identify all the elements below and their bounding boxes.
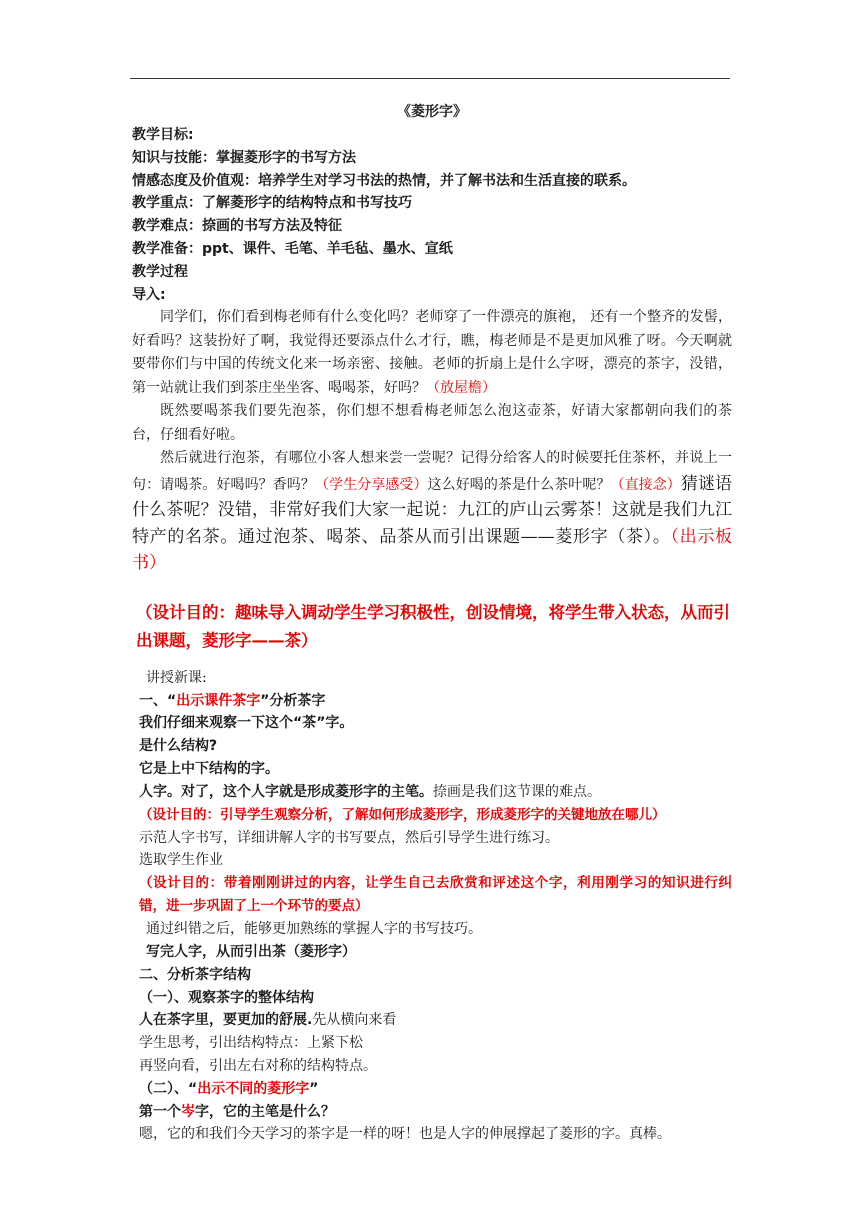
lesson-line-4-rest: 捺画是我们这节课的难点。 bbox=[433, 783, 601, 800]
design-purpose-3: （设计目的：带着刚刚讲过的内容，让学生自己去欣赏和评述这个字，利用刚学习的知识进行纠错，进一步巩固了上一个环节的要点） bbox=[139, 875, 732, 915]
lesson-line-4-bold: 人字。对了，这个人字就是形成菱形字的主笔。 bbox=[139, 783, 433, 800]
header-rule bbox=[130, 78, 730, 79]
lesson-line-9-rest: 先从横向来看 bbox=[312, 1012, 397, 1029]
difficulty: 教学难点：捺画的书写方法及特征 bbox=[132, 218, 342, 235]
design-purpose-1: （设计目的：趣味导入调动学生学习积极性，创设情境，将学生带入状态，从而引出课题，菱形字——茶） bbox=[136, 602, 730, 650]
lesson-line-4 bbox=[132, 781, 732, 804]
knowledge-goal: 知识与技能：掌握菱形字的书写方法 bbox=[132, 149, 356, 166]
intro-paragraph-1 bbox=[132, 306, 732, 400]
stage-note-3: （直接念） bbox=[610, 476, 681, 493]
section-1-prefix: 一、“ bbox=[139, 692, 177, 709]
lesson-line-2: 是什么结构? bbox=[139, 738, 218, 755]
preparation: 教学准备：ppt、课件、毛笔、羊毛毡、墨水、宣纸 bbox=[132, 240, 453, 257]
key-point: 教学重点：了解菱形字的结构特点和书写技巧 bbox=[132, 195, 412, 212]
stage-note-1: （放屋檐） bbox=[426, 379, 496, 396]
document-body bbox=[132, 100, 732, 1146]
lesson-line-12 bbox=[132, 1101, 732, 1124]
section-1-heading bbox=[132, 690, 732, 713]
intro-text-3b: 这么好喝的茶是什么茶叶呢？ bbox=[427, 476, 611, 493]
section-1-highlight: 出示课件茶字 bbox=[176, 692, 261, 709]
stage-note-4: （出示板书） bbox=[132, 526, 733, 574]
lesson-line-8: 写完人字，从而引出茶（菱形字） bbox=[146, 944, 356, 961]
intro-heading: 导入: bbox=[132, 286, 166, 303]
subsection-2-1-heading: （一）、观察茶字的整体结构 bbox=[139, 989, 314, 1006]
lesson-line-12-a: 第一个 bbox=[139, 1103, 181, 1120]
lesson-line-3: 它是上中下结构的字。 bbox=[139, 761, 279, 778]
page-title: 《菱形字》 bbox=[397, 104, 467, 120]
subsection-2-2-prefix: （二）、“ bbox=[139, 1080, 198, 1097]
subsection-2-2-heading bbox=[132, 1078, 732, 1101]
lesson-line-12-char: 岑 bbox=[181, 1103, 195, 1120]
lesson-line-10: 学生思考，引出结构特点：上紧下松 bbox=[139, 1035, 363, 1052]
section-1-suffix: ”分析茶字 bbox=[260, 692, 326, 709]
emotion-goal: 情感态度及价值观：培养学生对学习书法的热情，并了解书法和生活直接的联系。 bbox=[132, 172, 636, 189]
subsection-2-2-suffix: ” bbox=[309, 1080, 319, 1097]
lesson-line-6: 选取学生作业 bbox=[139, 852, 223, 869]
new-lesson-heading: 讲授新课: bbox=[146, 669, 207, 686]
stage-note-2: （学生分享感受） bbox=[314, 476, 428, 493]
lesson-line-7: 通过纠错之后，能够更加熟练的掌握人字的书写技巧。 bbox=[146, 921, 482, 938]
design-purpose-2: （设计目的：引导学生观察分析，了解如何形成菱形字，形成菱形字的关键地放在哪儿） bbox=[139, 806, 666, 823]
intro-text-1: 同学们，你们看到梅老师有什么变化吗？老师穿了一件漂亮的旗袍， 还有一个整齐的发髻，好看吗？这装扮好了啊，我觉得还要添点什么才行，瞧，梅老师是不是更加风雅了呀。今天啊就要带你们与中国的传统文化来一场亲密、接触。老师的折扇上是什么字呀，漂亮的茶字，没错，第一站就让我们到茶庄坐坐客、喝喝茶，好吗？ bbox=[132, 309, 732, 396]
intro-text-3a: 然后就进行泡茶，有哪位小客人想来尝一尝呢？记得分给客人的时候要托住茶杯，并说上一句：请喝茶。好喝吗？香吗？ bbox=[132, 450, 732, 493]
section-2-heading: 二、分析茶字结构 bbox=[139, 966, 251, 983]
lesson-line-9 bbox=[132, 1009, 732, 1032]
lesson-line-13: 嗯，它的和我们今天学习的茶字是一样的呀！也是人字的伸展撑起了菱形的字。真棒。 bbox=[139, 1126, 671, 1143]
intro-text-3c: 猜谜语什么茶呢？没错，非常好我们大家一起说：九江的庐山云雾茶！这就是我们九江特产的名茶。通过泡茶、喝茶、品茶从而引出课题——菱形字（茶）。 bbox=[132, 473, 733, 547]
lesson-line-5: 示范人字书写，详细讲解人字的书写要点，然后引导学生进行练习。 bbox=[139, 829, 559, 846]
lesson-line-12-b: 字，它的主笔是什么？ bbox=[195, 1103, 335, 1120]
subsection-2-2-highlight: 出示不同的菱形字 bbox=[197, 1080, 310, 1097]
intro-paragraph-2: 既然要喝茶我们要先泡茶，你们想不想看梅老师怎么泡这壶茶，好请大家都朝向我们的茶台，仔细看好啦。 bbox=[132, 403, 732, 443]
intro-paragraph-3 bbox=[132, 447, 732, 577]
lesson-line-9-bold: 人在茶字里，要更加的舒展. bbox=[139, 1012, 313, 1029]
lesson-line-1: 我们仔细来观察一下这个“茶”字。 bbox=[139, 715, 354, 732]
process-heading: 教学过程 bbox=[132, 263, 188, 280]
goals-heading: 教学目标: bbox=[132, 127, 194, 143]
lesson-line-11: 再竖向看，引出左右对称的结构特点。 bbox=[139, 1058, 377, 1075]
